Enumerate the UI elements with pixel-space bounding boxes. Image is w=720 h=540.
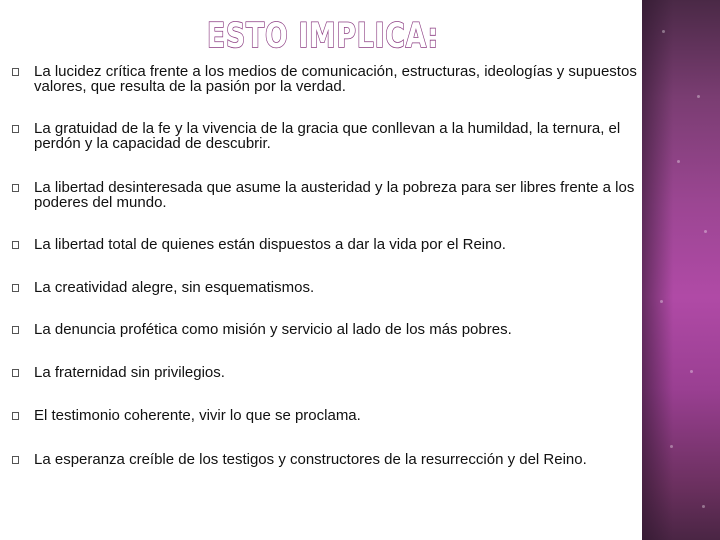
empty-square-bullet-icon [12,68,19,76]
bullet-text: La libertad total de quienes están dispuestos a dar la vida por el Reino. [34,236,506,253]
empty-square-bullet-icon [12,125,19,133]
empty-square-bullet-icon [12,369,19,377]
empty-square-bullet-icon [12,184,19,192]
bullet-text: La gratuidad de la fe y la vivencia de la gracia que conllevan a la humildad, la ternura, el perdón y la capacidad de descubrir. [34,120,621,152]
empty-square-bullet-icon [12,456,19,464]
bullet-text: La esperanza creíble de los testigos y constructores de la resurrección y del Reino. [34,451,587,468]
empty-square-bullet-icon [12,284,19,292]
bullet-text: La libertad desinteresada que asume la austeridad y la pobreza para ser libres frente a los poderes del mundo. [34,179,635,211]
bullet-text: El testimonio coherente, vivir lo que se proclama. [34,407,361,424]
empty-square-bullet-icon [12,326,19,334]
bullet-text: La fraternidad sin privilegios. [34,364,225,381]
slide-title-text: ESTO IMPLICA: [207,16,439,56]
bullet-text: La lucidez crítica frente a los medios de comunicación, estructuras, ideologías y supuestos valores, que resulta de la pasión por la verdad. [34,63,637,95]
empty-square-bullet-icon [12,412,19,420]
bullet-text: La creatividad alegre, sin esquematismos. [34,279,315,296]
bullet-text: La denuncia profética como misión y servicio al lado de los más pobres. [34,321,512,338]
empty-square-bullet-icon [12,241,19,249]
